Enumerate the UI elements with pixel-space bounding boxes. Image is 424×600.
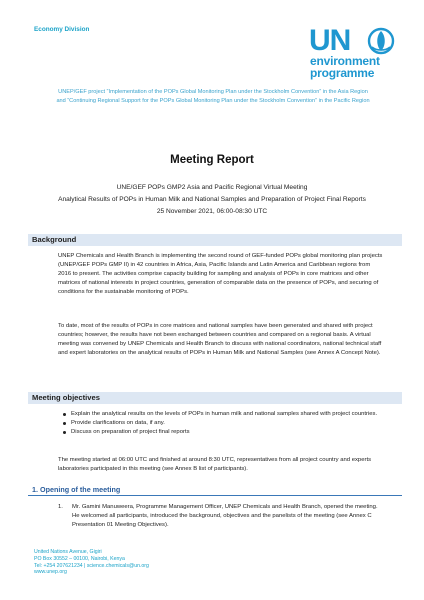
unep-logo — [306, 26, 406, 84]
project-description — [24, 88, 402, 106]
bullet-icon — [63, 422, 66, 425]
section-heading-opening: 1. Opening of the meeting — [28, 484, 402, 496]
bullet-icon — [63, 413, 66, 416]
section-heading-objectives: Meeting objectives — [28, 392, 402, 404]
item-text: Mr. Gamini Manuweera, Programme Management Officer, UNEP Chemicals and Health Branch, opened the meeting. He welcomed all participants, introduced the background, objectives and the panelists of the meeting (see Annex C Presentation 01 Meeting Objectives). — [72, 504, 378, 528]
objectives-list — [58, 410, 378, 437]
list-item: Explain the analytical results on the levels of POPs in human milk and national samples shared with project countries. — [58, 410, 378, 419]
item-number: 1. — [58, 504, 63, 510]
footer-contact[interactable]: Tel: +254 207621234 | science.chemicals@un.org — [34, 562, 149, 569]
report-title: Meeting Report — [170, 154, 254, 166]
division-label: Economy Division — [34, 26, 90, 33]
footer-address — [34, 549, 149, 576]
background-paragraph-1: UNEP Chemicals and Health Branch is implementing the second round of GEF-funded POPs global monitoring plan projects (UNEP/GEF POPs GMP II) in 42 countries in Africa, Asia, Pacific Islands and Latin America and Caribbean regions from 2016 to present. The activities comprise capacity building for sampling and analysis of POPs in core matrices and other matrices of national interests in project countries, generation of comparable data on the presence of POPs, and securing of conditions for the sustainable monitoring of POPs. — [58, 253, 383, 295]
footer-line: PO Box 30552 – 00100, Nairobi, Kenya — [34, 555, 125, 562]
bullet-icon — [63, 431, 66, 434]
meeting-datetime: 25 November 2021, 06:00-08:30 UTC — [156, 208, 268, 215]
meeting-name: UNE/GEF POPs GMP2 Asia and Pacific Regional Virtual Meeting — [116, 184, 308, 191]
meeting-topic: Analytical Results of POPs in Human Milk and National Samples and Preparation of Project Final Reports — [58, 196, 366, 203]
background-paragraph-2: To date, most of the results of POPs in core matrices and national samples have been generated and shared with project countries; however, the results have not been exchanged between countries and compared on a regional basis. A virtual meeting was convened by UNEP Chemicals and Health Branch to discuss with national coordinators, national technical staff and expert laboratories on the analytical results of POPs in Human Milk and National Samples (see Annex A Concept Note). — [58, 323, 382, 356]
footer-website-link[interactable]: www.unep.org — [34, 569, 67, 576]
logo-environment-text: environment — [310, 54, 380, 68]
list-item: Provide clarifications on data, if any. — [58, 419, 378, 428]
section-heading-background: Background — [28, 234, 402, 246]
un-emblem-icon — [366, 27, 396, 57]
objectives-note: The meeting started at 06:00 UTC and finished at around 8:30 UTC, representatives from all project country and experts laboratories participated in this meeting (see Annex B list of participants). — [58, 457, 372, 472]
project-line-2: and “Continuing Regional Support for the POPs Global Monitoring Plan under the Stockholm Convention” in the Pacific Region — [56, 98, 370, 104]
project-line-1: UNEP/GEF project “Implementation of the POPs Global Monitoring Plan under the Stockholm Convention” in the Asia Region — [58, 89, 368, 95]
list-item: Discuss on preparation of project final reports — [58, 428, 378, 437]
logo-un-text: UN — [309, 24, 351, 57]
logo-programme-text: programme — [310, 66, 375, 80]
footer-line: United Nations Avenue, Gigiri — [34, 549, 102, 555]
